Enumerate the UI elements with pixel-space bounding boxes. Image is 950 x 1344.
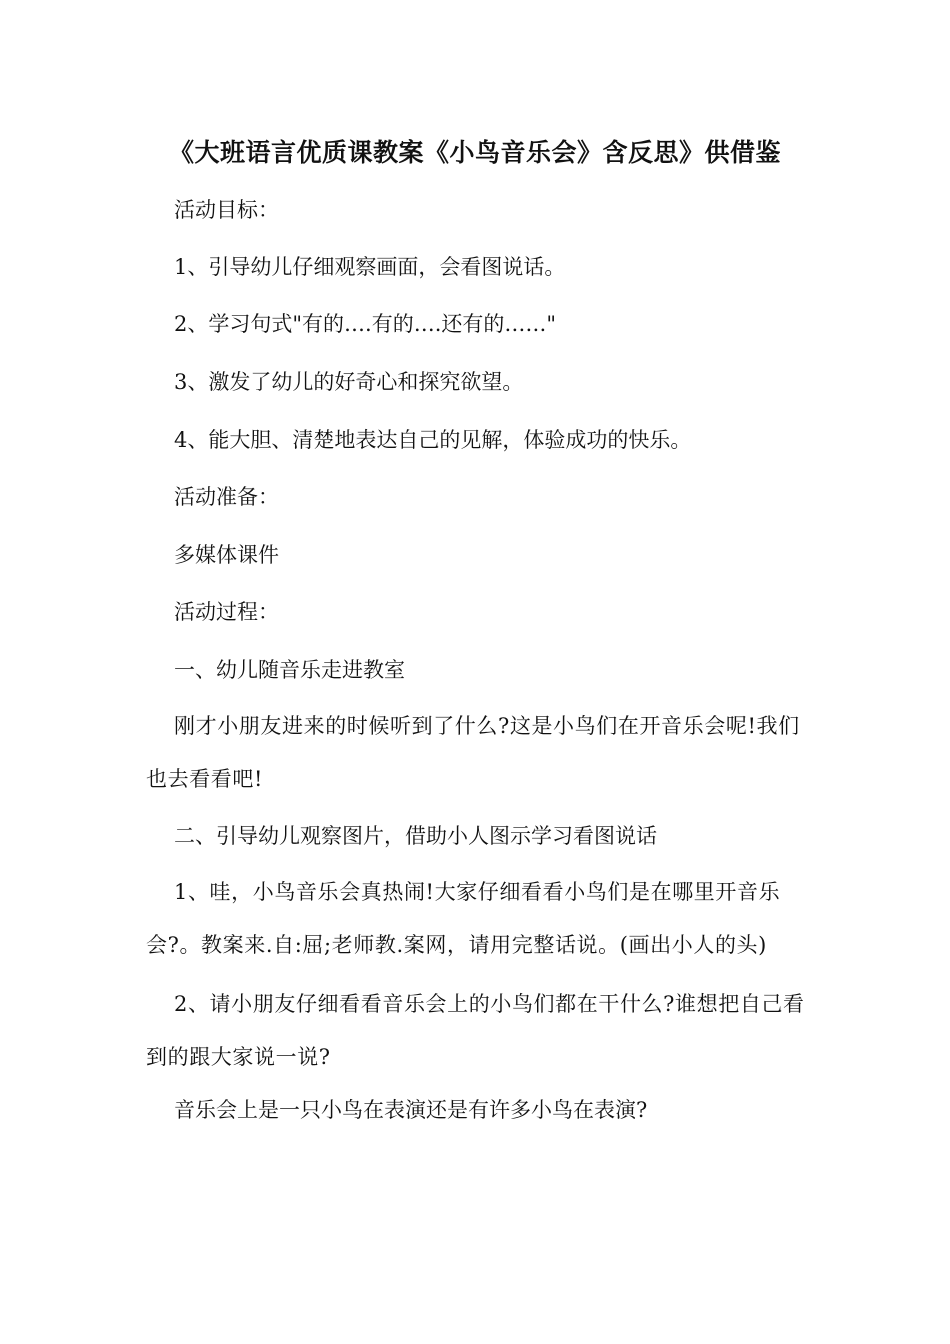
process-step-2: 二、引导幼儿观察图片，借助小人图示学习看图说话: [174, 824, 657, 848]
heading-activity-preparation: 活动准备：: [174, 485, 279, 509]
goal-item-2: 2、学习句式"有的….有的….还有的……": [174, 312, 557, 336]
goal-item-4: 4、能大胆、清楚地表达自己的见解，体验成功的快乐。: [174, 428, 692, 452]
paragraph-intro: 刚才小朋友进来的时候听到了什么?这是小鸟们在开音乐会呢!我们也去看看吧!: [146, 714, 800, 791]
goal-item-3: 3、激发了幼儿的好奇心和探究欲望。: [174, 370, 524, 394]
process-step-1: 一、幼儿随音乐走进教室: [174, 658, 405, 682]
heading-activity-process: 活动过程：: [174, 600, 279, 624]
document-title: 《大班语言优质课教案《小鸟音乐会》含反思》供借鉴: [168, 138, 781, 167]
preparation-item: 多媒体课件: [174, 543, 279, 567]
heading-activity-goals: 活动目标：: [174, 198, 279, 222]
question-line: 音乐会上是一只小鸟在表演还是有许多小鸟在表演?: [174, 1098, 648, 1122]
goal-item-1: 1、引导幼儿仔细观察画面，会看图说话。: [174, 255, 566, 279]
paragraph-question-2: 2、请小朋友仔细看看音乐会上的小鸟们都在干什么?谁想把自己看到的跟大家说一说?: [146, 992, 805, 1069]
paragraph-question-1: 1、哇，小鸟音乐会真热闹!大家仔细看看小鸟们是在哪里开音乐会?。教案来.自:屈;老师教.案网，请用完整话说。(画出小人的头): [146, 880, 781, 957]
